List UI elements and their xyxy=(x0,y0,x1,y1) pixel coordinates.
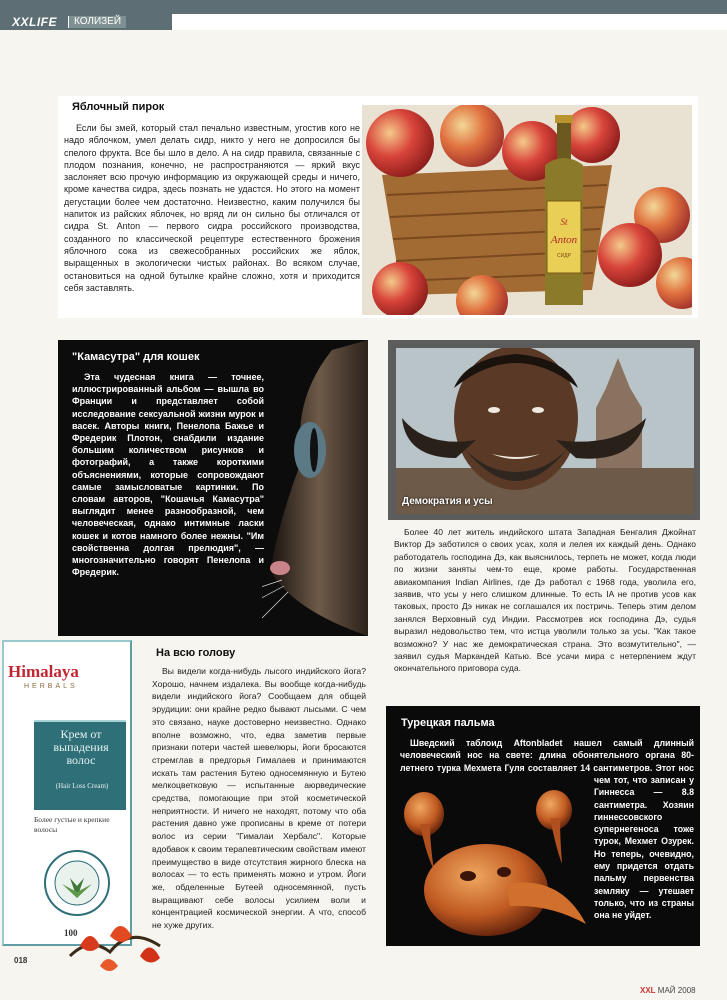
head-title: На всю голову xyxy=(156,647,236,659)
magazine-footer xyxy=(640,986,696,995)
apple-cider-photo xyxy=(362,105,692,315)
nose-figurines-photo xyxy=(390,774,590,942)
section-label: КОЛИЗЕЙ xyxy=(68,16,126,28)
cat-photo xyxy=(262,340,368,636)
moustache-man-photo xyxy=(396,348,694,514)
palm-title: Турецкая пальма xyxy=(401,717,495,729)
head-text: Вы видели когда-нибудь лысого индийского йога? Хорошо, начнем издалека. Вы вообще когда-нибудь видели индийского йога? Сообщаем для общей эрудиции: они крайне редко бывают лысыми. С чем это связано, науке достоверно неизвестно. Однако вполне возможно, что, едва заметив первые признаки потери частей шевелюры, йоги бросаются стремглав в предгорья Гималаев и принимаются искать там растения Бутею односемянную и Бутею мелкоцветковую — испытанные аюрведические средства, помогающие при этой косметической неприятности. И ничего не находят, потому что оба растения давно уже прописаны в креме от потери волос из серии "Гималаи Хербалс". Которые вдобавок к своим терапевтическим свойствам имеют преимущество в виде отсутствия жирного блеска на волосах — то есть применять можно и утром. Йоги же, обделенные Бутеей односемянной, пусть выращивают себе волосы усилием воли и концентрацией космической энергии. А что, способ не хуже других. xyxy=(152,666,366,931)
bottle-label-1: St xyxy=(560,217,568,227)
apple-shape xyxy=(366,109,434,177)
palm-text-top: Шведский таблоид Aftonbladet нашел самый длинный человеческий нос на свете: длина обонятельного органа 80-летнего турка Мехмета Гуля составляет 14 сантиметров. Этот нос xyxy=(400,738,694,773)
moustache-text: Более 40 лет житель индийского штата Западная Бенгалия Джойнат Виктор Дэ заботился о своих усах, холя и лелея их каждый день. Однако работодатель господина Дэ, как выяснилось, терпеть не может, когда люди по жизни заняты чем-то еще, кроме работы. Государственная авиакомпания Indian Airlines, где Дэ работал с 1968 года, уволила его, заявив, что усы у него слишком длинные. То есть IA не против усов как таковых, просто Дэ никак не соглашался их постричь. Теперь этим делом занялся Верховный суд Индии. Рассмотрев иск господина Дэ, судья выразил недовольство тем, что истца уволили только за усы. "Как такое возможно? У нас же демократическая страна. Это возмутительно", — заявил судья Маркандей Катью. Все усачи мира с нетерпением ждут окончательного приговора суда. xyxy=(394,527,696,674)
brand-subtitle: HERBALS xyxy=(24,683,78,690)
header-band xyxy=(0,0,727,14)
apple-text: Если бы змей, который стал печально известным, угостив кого не надо яблочком, умел делать сидр, никто у него не допросился бы спелого фрукта. Все бы шло в дело. А на сидр правила, связанные с плодом познания, конечно, не распространяются — яркий вкус заслоняет всю прочую информацию из окружающей среды и ничего, кроме качества сидра, здесь познать не удастся. Но этого на момент дегустации более чем достаточно. Неизвестно, каким получился бы напиток из райских яблочек, но вряд ли он сильно бы отличался от сидра St. Anton — первого сидра российского производства, созданного по классической рецептуре естественного брожения яблочного сока из свежесобранных российских же яблок, выращенных в экологически чистых районах. Во всяком случае, остановиться на одной бутылке крайне сложно, хотя и приходится себя заставлять. xyxy=(64,123,360,293)
bottle-label-2: Anton xyxy=(550,234,578,246)
page-header xyxy=(0,0,727,30)
apple-title: Яблочный пирок xyxy=(72,101,165,113)
brand-logo: Himalaya xyxy=(8,662,79,681)
issue-date: МАЙ 2008 xyxy=(657,986,696,995)
kamasutra-title: "Камасутра" для кошек xyxy=(72,351,200,363)
product-title: Крем от выпадения волос xyxy=(53,727,109,767)
bottle-label-3: СИДР xyxy=(557,253,571,259)
product-title-english: (Hair Loss Cream) xyxy=(55,782,109,790)
product-volume: 100 xyxy=(64,928,78,938)
herbal-seal-icon xyxy=(42,848,112,918)
palm-text-side: чем тот, что записан у Гиннесса — 8.8 сантиметра. Хозяин гиннессовского супернегеноса тоже турок, Мехмет Озурек. Но теперь, очевидно, ему придется отдать пальму первенства земляку — утешает только, что из страны она не уйдет. xyxy=(594,775,694,921)
magazine-name: XXL xyxy=(640,986,656,995)
page-number: 018 xyxy=(14,956,28,965)
moustache-title: Демократия и усы xyxy=(402,496,493,507)
kamasutra-text: Эта чудесная книга — точнее, иллюстрированный альбом — вышла во Франции и представляет собой исследование сексуальной жизни мурок и васек. Авторы книги, Пенелопа Бажье и Фредерик Плотон, снабдили издание большим количеством рисунков и фотографий, а также короткими объяснениями, которые сопровождают самые замысловатые картинки. По словам авторов, "Кошачья Камасутра" выглядит менее разнообразной, чем человеческая, однако интимные ласки кошек и котов намного более нежны. "Им свойственна долгая прелюдия", — многозначительно говорят Пенелопа и Фредерик. xyxy=(72,372,264,578)
magazine-logo: XXLIFE xyxy=(12,15,58,29)
product-description: Более густые и крепкие волосы xyxy=(34,815,110,834)
